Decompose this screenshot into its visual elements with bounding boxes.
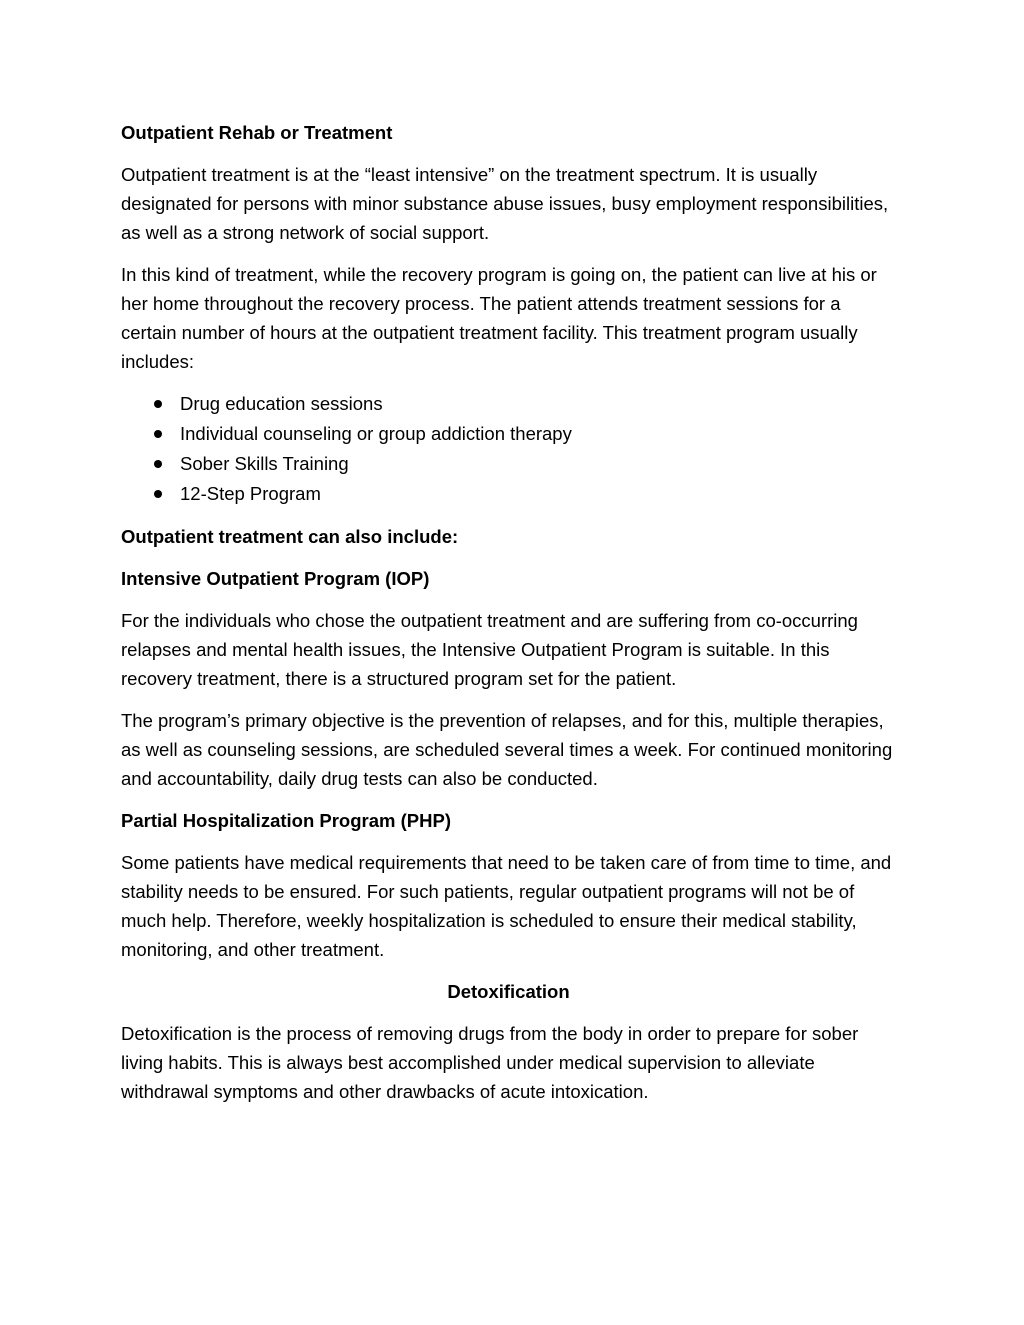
heading-detoxification: Detoxification bbox=[447, 981, 570, 1002]
paragraph-iop-objective: The program’s primary objective is the prevention of relapses, and for this, multiple therapies, as well as counseling sessions, are scheduled several times a week. For continued monitoring and accountability, daily drug tests can also be conducted. bbox=[121, 710, 893, 789]
paragraph-php-description: Some patients have medical requirements that need to be taken care of from time to time, and stability needs to be ensured. For such patients, regular outpatient programs will not be of much help. Therefore, weekly hospitalization is scheduled to ensure their medical stability, monitoring, and other treatment. bbox=[121, 852, 892, 960]
list-item bbox=[121, 449, 896, 479]
list-item-text: Individual counseling or group addiction therapy bbox=[180, 423, 572, 444]
list-item bbox=[121, 419, 896, 449]
paragraph-detoxification: Detoxification is the process of removing drugs from the body in order to prepare for sober living habits. This is always best accomplished under medical supervision to alleviate withdrawal symptoms and other drawbacks of acute intoxication. bbox=[121, 1023, 859, 1102]
list-item bbox=[121, 479, 896, 509]
list-item-text: Drug education sessions bbox=[180, 393, 383, 414]
paragraph-iop-description: For the individuals who chose the outpatient treatment and are suffering from co-occurring relapses and mental health issues, the Intensive Outpatient Program is suitable. In this recovery treatment, there is a structured program set for the patient. bbox=[121, 610, 858, 689]
bullet-icon bbox=[154, 430, 162, 438]
list-item-text: Sober Skills Training bbox=[180, 453, 349, 474]
heading-also-include: Outpatient treatment can also include: bbox=[121, 526, 459, 547]
bullet-icon bbox=[154, 460, 162, 468]
paragraph-treatment-kind: In this kind of treatment, while the recovery program is going on, the patient can live at his or her home throughout the recovery process. The patient attends treatment sessions for a certain number of hours at the outpatient treatment facility. This treatment program usually includes: bbox=[121, 264, 877, 372]
list-item bbox=[121, 389, 896, 419]
heading-iop: Intensive Outpatient Program (IOP) bbox=[121, 568, 430, 589]
heading-php: Partial Hospitalization Program (PHP) bbox=[121, 810, 451, 831]
bullet-icon bbox=[154, 490, 162, 498]
bullet-list bbox=[121, 389, 896, 509]
list-item-text: 12-Step Program bbox=[180, 483, 321, 504]
paragraph-outpatient-intro: Outpatient treatment is at the “least intensive” on the treatment spectrum. It is usually designated for persons with minor substance abuse issues, busy employment responsibilities, as well as a strong network of social support. bbox=[121, 164, 889, 243]
document-page bbox=[121, 118, 896, 1119]
heading-outpatient-rehab: Outpatient Rehab or Treatment bbox=[121, 122, 393, 143]
bullet-icon bbox=[154, 400, 162, 408]
